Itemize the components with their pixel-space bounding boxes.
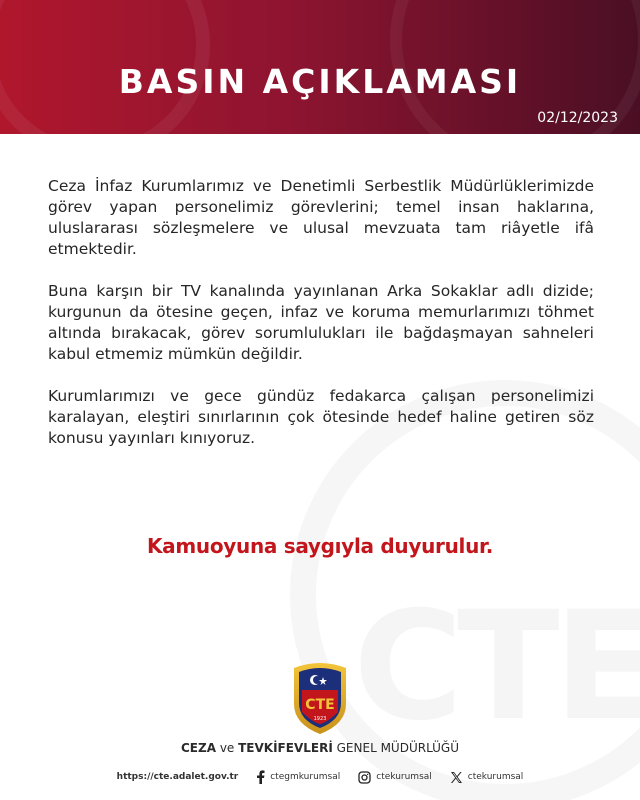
facebook-icon [256, 770, 265, 784]
emblem-letters: CTE [305, 697, 335, 713]
instagram-handle: ctekurumsal [376, 772, 432, 782]
statement-body [48, 176, 594, 470]
website-link[interactable]: https://cte.adalet.gov.tr [116, 772, 239, 782]
x-link[interactable] [450, 771, 524, 784]
emblem-year: 1923 [313, 716, 327, 722]
org-part-2: ve [219, 741, 235, 755]
facebook-handle: ctegmkurumsal [270, 772, 341, 782]
header-banner [0, 0, 640, 134]
org-part-1: CEZA [180, 741, 216, 755]
x-icon [450, 771, 463, 784]
paragraph-2: Buna karşın bir TV kanalında yayınlanan Arka Sokaklar adlı dizide; kurgunun da ötesine geçen, infaz ve koruma memurlarımızı töhmet altında bırakacak, görev sorumlulukları ile bağdaşmayan sahneleri kabul etmemiz mümkün değildir. [48, 282, 594, 363]
org-part-3: TEVKİFEVLERİ [238, 741, 333, 755]
paragraph-1: Ceza İnfaz Kurumlarımız ve Denetimli Serbestlik Müdürlüklerimizde görev yapan personelimiz görevlerini; temel insan haklarına, uluslararası sözleşmelere ve ulusal mevzuata tam riâyetle ifâ etmektedir. [48, 177, 594, 258]
facebook-link[interactable] [256, 770, 340, 784]
instagram-icon [358, 771, 371, 784]
x-handle: ctekurumsal [467, 772, 524, 782]
instagram-link[interactable] [358, 771, 432, 784]
page-title: BASIN AÇIKLAMASI [118, 62, 522, 101]
paragraph-3: Kurumlarımızı ve gece gündüz fedakarca çalışan personelimizi karalayan, eleştiri sınırlarının çok ötesinde hedef haline getiren söz konusu yayınları kınıyoruz. [48, 387, 594, 447]
cte-emblem-icon [288, 660, 352, 736]
press-date: 02/12/2023 [537, 110, 618, 126]
footer-links [0, 770, 640, 784]
organization-name [0, 741, 640, 755]
org-part-4: GENEL MÜDÜRLÜĞÜ [336, 741, 460, 755]
cte-watermark-icon [353, 580, 640, 754]
announcement: Kamuoyuna saygıyla duyurulur. [146, 534, 494, 558]
